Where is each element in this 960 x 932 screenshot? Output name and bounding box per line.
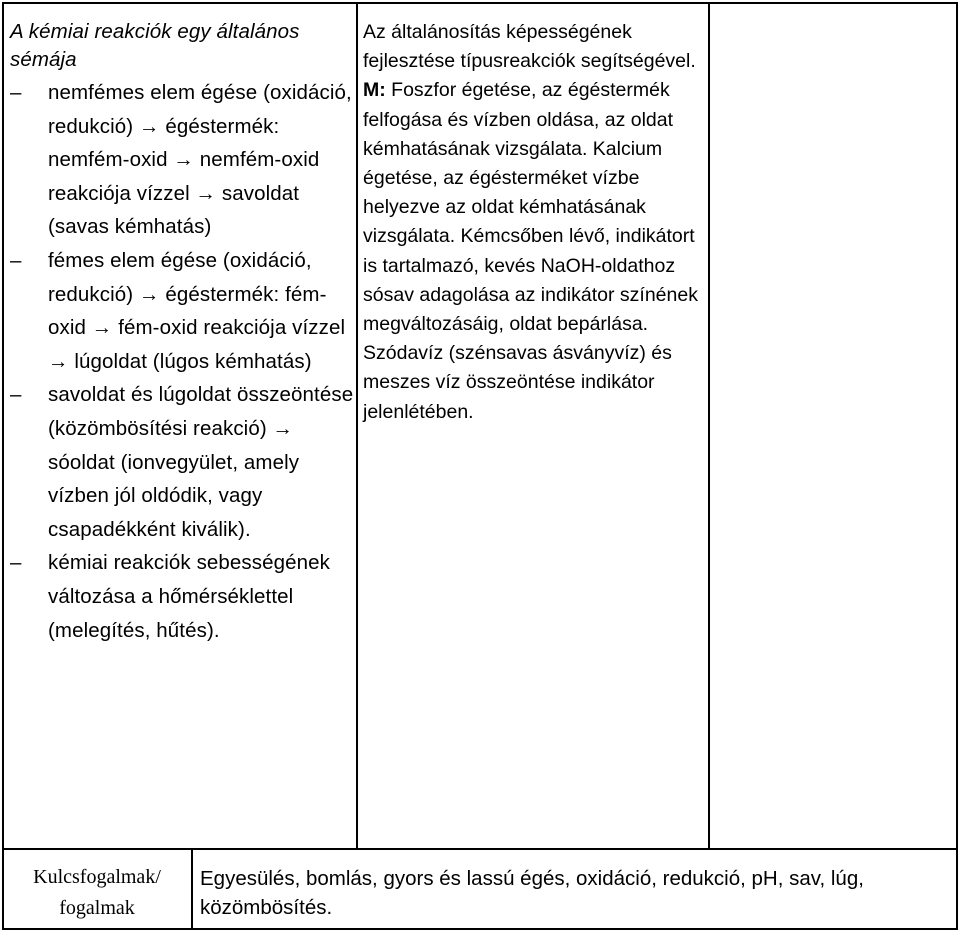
footer-divider <box>191 848 193 930</box>
section-title: A kémiai reakciók egy általános sémája <box>10 20 300 71</box>
example-text: Foszfor égetése, az égéstermék felfogása és vízben oldása, az oldat kémhatásának vizsgálata. Kalcium égetése, az égésterméket vízbe helyezve az oldat kémhatásának vizsgálata. Kémcsőben lévő, indikátort is tartalmazó, kevés NaOH-oldathoz sósav adagolása az indikátor színének megváltozásáig, oldat bepárlása. Szódavíz (szénsavas ásványvíz) és meszes víz összeöntése indikátor jelenlétében. <box>363 79 698 423</box>
key-concepts-label: Kulcsfogalmak/ fogalmak <box>33 866 161 919</box>
list-item <box>10 546 355 647</box>
list-item-text: savoldat és lúgoldat összeöntése (közömbösítési reakció) → sóoldat (ionvegyület, amely vízben jól oldódik, vagy csapadékként kiválik). <box>48 383 354 541</box>
activity-intro: Az általánosítás képességének fejlesztése típusreakciók segítségével. <box>363 21 696 73</box>
right-column-empty <box>710 4 956 848</box>
dash-bullet: – <box>10 551 22 575</box>
left-column <box>10 18 355 647</box>
dash-bullet: – <box>10 248 22 272</box>
list-item <box>10 378 355 546</box>
dash-bullet: – <box>10 81 22 104</box>
list-item <box>10 244 355 378</box>
list-item-text: fémes elem égése (oxidáció, redukció) → égéstermék: fém-oxid → fém-oxid reakciója vízzel → lúgoldat (lúgos kémhatás) <box>48 248 346 373</box>
key-concepts-text: Egyesülés, bomlás, gyors és lassú égés, oxidáció, redukció, pH, sav, lúg, közömbösítés. <box>200 867 864 919</box>
example-paragraph <box>363 76 708 426</box>
list-item-text: nemfémes elem égése (oxidáció, redukció) → égéstermék: nemfém-oxid → nemfém-oxid reakciója vízzel → savoldat (savas kémhatás) <box>48 81 352 239</box>
list-item-text: kémiai reakciók sebességének változása a hőmérséklettel (melegítés, hűtés). <box>48 551 330 642</box>
middle-column <box>363 18 708 427</box>
example-label: M: <box>363 79 386 102</box>
list-item <box>10 76 355 244</box>
row-divider <box>2 848 958 850</box>
dash-bullet: – <box>10 383 22 407</box>
column-divider-1 <box>356 2 358 849</box>
